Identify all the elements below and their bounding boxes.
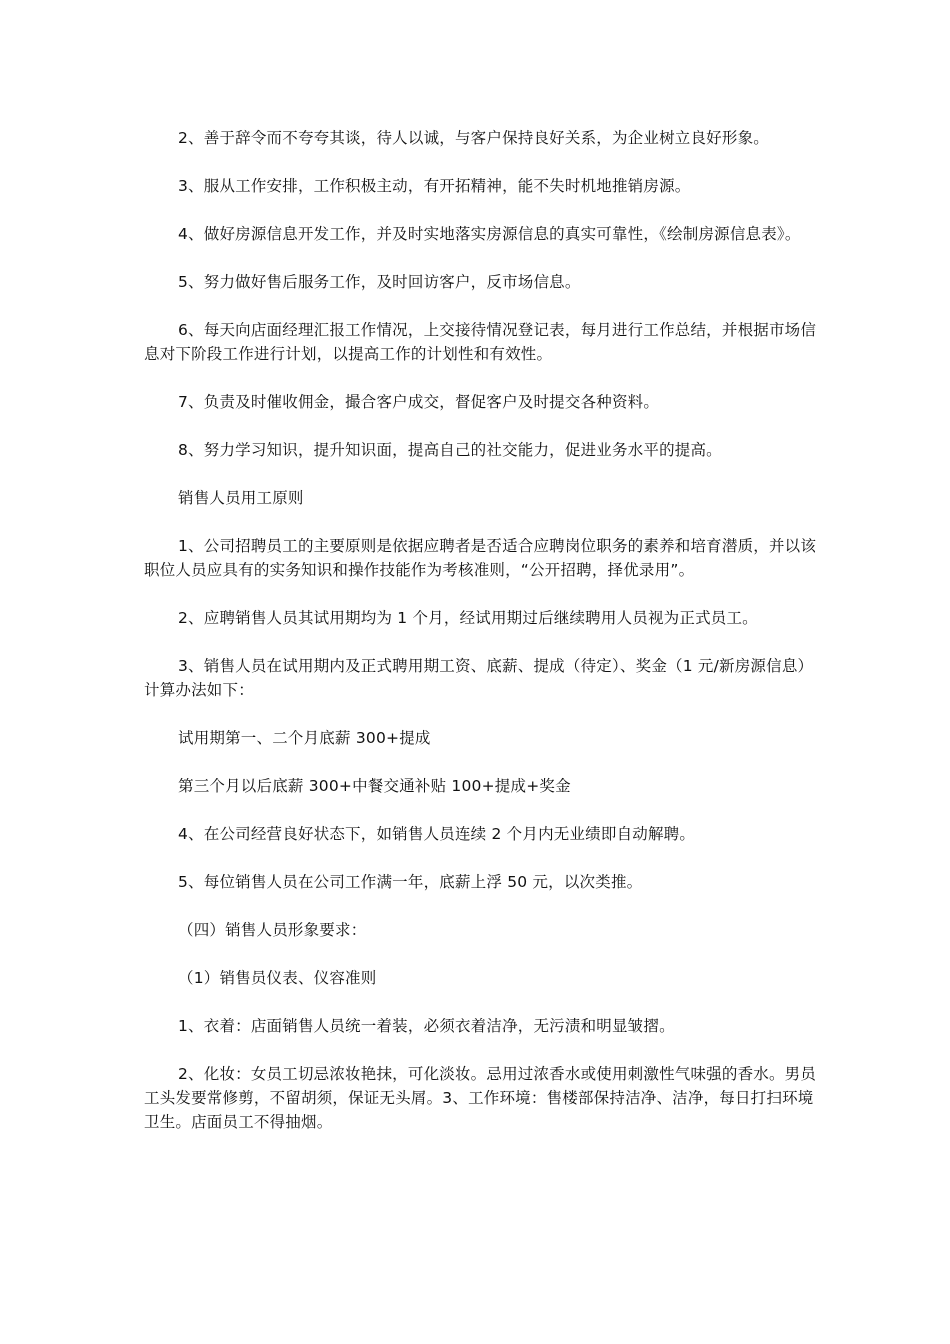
paragraph-hiring-2: 2、应聘销售人员其试用期均为 1 个月，经试用期过后继续聘用人员视为正式员工。 [178,609,758,627]
paragraph-appearance-1: 1、衣着：店面销售人员统一着装，必须衣着洁净，无污渍和明显皱摺。 [178,1017,675,1035]
section-heading-hiring: 销售人员用工原则 [178,489,304,507]
paragraph-duty-2: 2、善于辞令而不夸夸其谈，待人以诚，与客户保持良好关系，为企业树立良好形象。 [178,129,769,147]
paragraph-appearance-2: 2、化妆：女员工切忌浓妆艳抹，可化淡妆。忌用过浓香水或使用刺激性气味强的香水。男员工头发要常修剪，不留胡须，保证无头屑。3、工作环境：售楼部保持洁净、洁净，每日打扫环境卫生。店面员工不得抽烟。 [144,1065,817,1131]
paragraph-duty-7: 7、负责及时催收佣金，撮合客户成交，督促客户及时提交各种资料。 [178,393,660,411]
section-heading-image: （四）销售人员形象要求： [178,921,367,939]
paragraph-hiring-5: 5、每位销售人员在公司工作满一年，底薪上浮 50 元，以次类推。 [178,873,643,891]
document-page [144,126,820,1158]
paragraph-hiring-4: 4、在公司经营良好状态下，如销售人员连续 2 个月内无业绩即自动解聘。 [178,825,696,843]
paragraph-salary-trial: 试用期第一、二个月底薪 300+提成 [178,729,431,747]
paragraph-salary-regular: 第三个月以后底薪 300+中餐交通补贴 100+提成+奖金 [178,777,571,795]
paragraph-hiring-3: 3、销售人员在试用期内及正式聘用期工资、底薪、提成（待定）、奖金（1 元/新房源信息）计算办法如下： [144,657,814,699]
paragraph-duty-3: 3、服从工作安排，工作积极主动，有开拓精神，能不失时机地推销房源。 [178,177,691,195]
paragraph-duty-6: 6、每天向店面经理汇报工作情况，上交接待情况登记表，每月进行工作总结，并根据市场信息对下阶段工作进行计划，以提高工作的计划性和有效性。 [144,321,817,363]
paragraph-hiring-1: 1、公司招聘员工的主要原则是依据应聘者是否适合应聘岗位职务的素养和培育潜质，并以该职位人员应具有的实务知识和操作技能作为考核准则，“公开招聘，择优录用”。 [144,537,817,579]
paragraph-duty-8: 8、努力学习知识，提升知识面，提高自己的社交能力，促进业务水平的提高。 [178,441,722,459]
paragraph-duty-4: 4、做好房源信息开发工作，并及时实地落实房源信息的真实可靠性，《绘制房源信息表》。 [178,225,801,243]
paragraph-duty-5: 5、努力做好售后服务工作，及时回访客户，反市场信息。 [178,273,581,291]
subsection-heading-appearance: （1）销售员仪表、仪容准则 [178,969,377,987]
